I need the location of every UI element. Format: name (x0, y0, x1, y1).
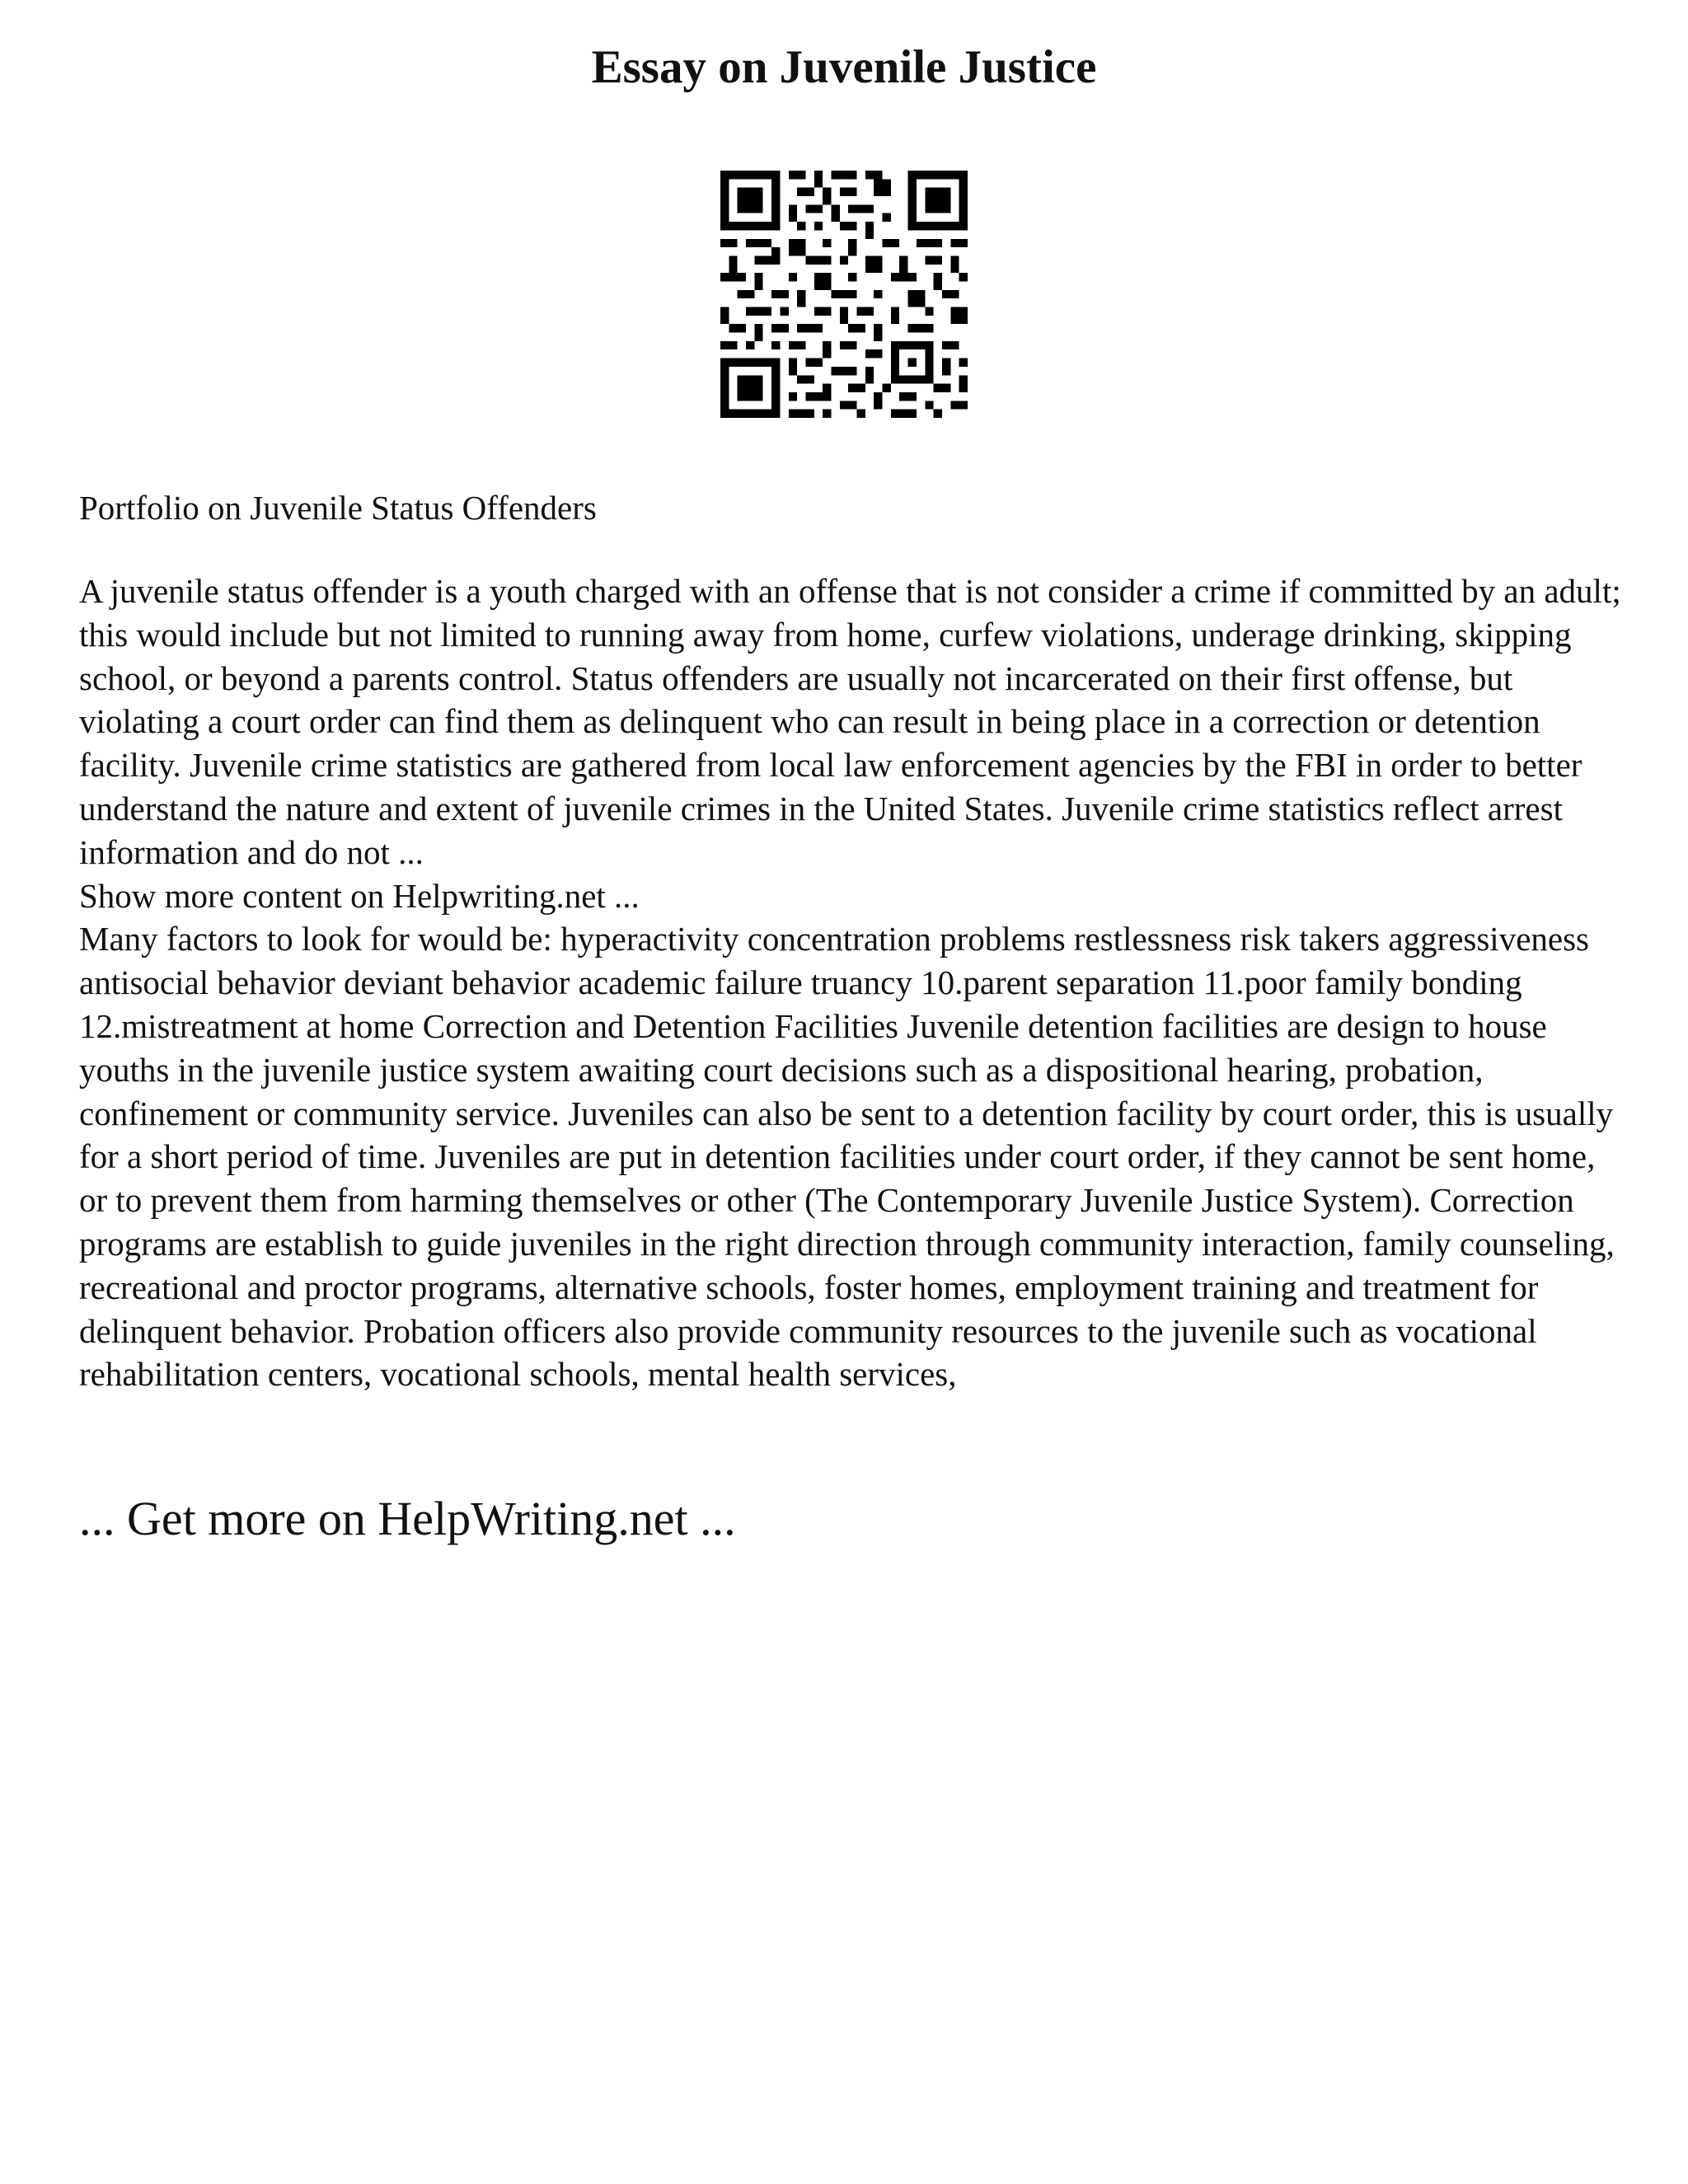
paragraph-risk-factors: Many factors to look for would be: hyperactivity concentration problems restlessness risk takers aggressiveness antisocial behavior deviant behavior academic failure truancy 10.parent separation 11.poor family bonding 12.mistreatment at home Correction and Detention Facilities Juvenile detention facilities are design to house youths in the juvenile justice system awaiting court decisions such as a dispositional hearing, probation, confinement or community service. Juveniles can also be sent to a detention facility by court order, this is usually for a short period of time. Juveniles are put in detention facilities under court order, if they cannot be sent home, or to prevent them from harming themselves or other (The Contemporary Juvenile Justice System). Correction programs are establish to guide juveniles in the right direction through community interaction, family counseling, recreational and proctor programs, alternative schools, foster homes, employment training and treatment for delinquent behavior. Probation officers also provide community resources to the juvenile such as vocational rehabilitation centers, vocational schools, mental health services, (79, 920, 1615, 1394)
document-title: Essay on Juvenile Justice (591, 41, 1097, 93)
show-more-link[interactable]: Show more content on Helpwriting.net ... (79, 876, 640, 915)
get-more-link[interactable]: ... Get more on HelpWriting.net ... (79, 1492, 736, 1545)
document-subtitle: Portfolio on Juvenile Status Offenders (79, 489, 597, 527)
qr-code-icon (720, 171, 968, 418)
essay-body (79, 569, 1629, 1396)
paragraph-status-offenders: A juvenile status offender is a youth charged with an offense that is not consider a crime if committed by an adult; this would include but not limited to running away from home, curfew violations, underage drinking, skipping school, or beyond a parents control. Status offenders are usually not incarcerated on their first offense, but violating a court order can find them as delinquent who can result in being place in a correction or detention facility. Juvenile crime statistics are gathered from local law enforcement agencies by the FBI in order to better understand the nature and extent of juvenile crimes in the United States. Juvenile crime statistics reflect arrest information and do not ... (79, 572, 1621, 871)
